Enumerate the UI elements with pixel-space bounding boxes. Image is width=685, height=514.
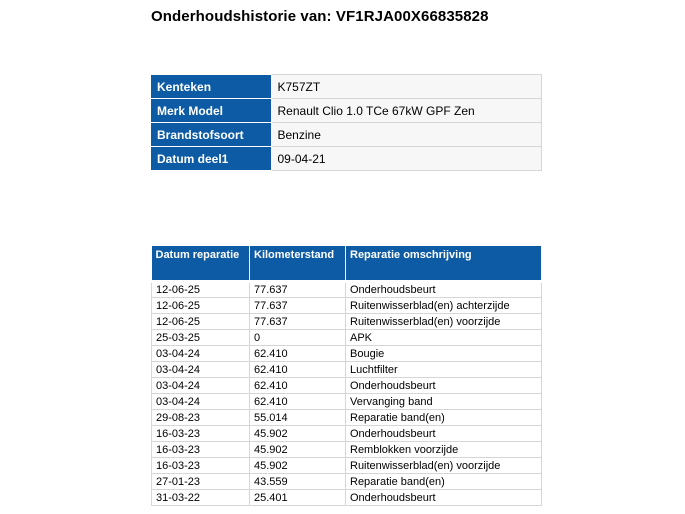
repair-description-cell: Ruitenwisserblad(en) voorzijde (346, 458, 542, 474)
vehicle-field-label: Kenteken (151, 75, 271, 99)
repair-date-cell: 27-01-23 (152, 474, 250, 490)
odometer-cell: 25.401 (250, 490, 346, 506)
vehicle-field-value: 09-04-21 (271, 147, 541, 171)
column-header-kilometerstand: Kilometerstand (250, 246, 346, 282)
repair-date-cell: 16-03-23 (152, 458, 250, 474)
vehicle-field-label: Datum deel1 (151, 147, 271, 171)
repair-date-cell: 12-06-25 (152, 282, 250, 298)
vehicle-info-row (151, 147, 541, 171)
repair-table-row (152, 330, 542, 346)
odometer-cell: 77.637 (250, 282, 346, 298)
vehicle-field-value: K757ZT (271, 75, 541, 99)
repair-table-row (152, 362, 542, 378)
vehicle-info-row (151, 75, 541, 99)
repair-description-cell: APK (346, 330, 542, 346)
repair-table-row (152, 282, 542, 298)
repair-description-cell: Reparatie band(en) (346, 474, 542, 490)
repair-table-row (152, 346, 542, 362)
vehicle-field-label: Merk Model (151, 99, 271, 123)
repair-table-row (152, 314, 542, 330)
odometer-cell: 62.410 (250, 394, 346, 410)
repair-table-row (152, 410, 542, 426)
repair-table-row (152, 298, 542, 314)
repair-table-row (152, 442, 542, 458)
repair-table-row (152, 426, 542, 442)
repair-date-cell: 03-04-24 (152, 378, 250, 394)
repair-description-cell: Onderhoudsbeurt (346, 378, 542, 394)
repair-date-cell: 03-04-24 (152, 346, 250, 362)
repair-table-header-row (152, 246, 542, 282)
repair-table-row (152, 490, 542, 506)
repair-date-cell: 03-04-24 (152, 362, 250, 378)
odometer-cell: 55.014 (250, 410, 346, 426)
odometer-cell: 0 (250, 330, 346, 346)
vehicle-info-table (151, 74, 542, 171)
repair-description-cell: Onderhoudsbeurt (346, 490, 542, 506)
repair-description-cell: Bougie (346, 346, 542, 362)
repair-date-cell: 29-08-23 (152, 410, 250, 426)
repair-history-table (151, 245, 542, 506)
column-header-reparatie-omschrijving: Reparatie omschrijving (346, 246, 542, 282)
repair-date-cell: 16-03-23 (152, 426, 250, 442)
repair-table-row (152, 394, 542, 410)
repair-description-cell: Onderhoudsbeurt (346, 282, 542, 298)
odometer-cell: 45.902 (250, 442, 346, 458)
odometer-cell: 62.410 (250, 378, 346, 394)
repair-description-cell: Reparatie band(en) (346, 410, 542, 426)
vehicle-info-row (151, 99, 541, 123)
repair-date-cell: 31-03-22 (152, 490, 250, 506)
odometer-cell: 62.410 (250, 362, 346, 378)
page-title: Onderhoudshistorie van: VF1RJA00X66835828 (151, 8, 489, 25)
odometer-cell: 45.902 (250, 426, 346, 442)
repair-date-cell: 25-03-25 (152, 330, 250, 346)
repair-date-cell: 03-04-24 (152, 394, 250, 410)
repair-description-cell: Luchtfilter (346, 362, 542, 378)
repair-table-row (152, 458, 542, 474)
repair-description-cell: Ruitenwisserblad(en) achterzijde (346, 298, 542, 314)
repair-date-cell: 12-06-25 (152, 314, 250, 330)
odometer-cell: 45.902 (250, 458, 346, 474)
vehicle-field-value: Renault Clio 1.0 TCe 67kW GPF Zen (271, 99, 541, 123)
repair-description-cell: Remblokken voorzijde (346, 442, 542, 458)
repair-table-row (152, 378, 542, 394)
repair-date-cell: 12-06-25 (152, 298, 250, 314)
repair-description-cell: Vervanging band (346, 394, 542, 410)
repair-description-cell: Ruitenwisserblad(en) voorzijde (346, 314, 542, 330)
odometer-cell: 77.637 (250, 298, 346, 314)
odometer-cell: 62.410 (250, 346, 346, 362)
vehicle-info-row (151, 123, 541, 147)
vehicle-field-label: Brandstofsoort (151, 123, 271, 147)
odometer-cell: 77.637 (250, 314, 346, 330)
repair-description-cell: Onderhoudsbeurt (346, 426, 542, 442)
vehicle-field-value: Benzine (271, 123, 541, 147)
repair-date-cell: 16-03-23 (152, 442, 250, 458)
odometer-cell: 43.559 (250, 474, 346, 490)
repair-table-row (152, 474, 542, 490)
column-header-datum-reparatie: Datum reparatie (152, 246, 250, 282)
